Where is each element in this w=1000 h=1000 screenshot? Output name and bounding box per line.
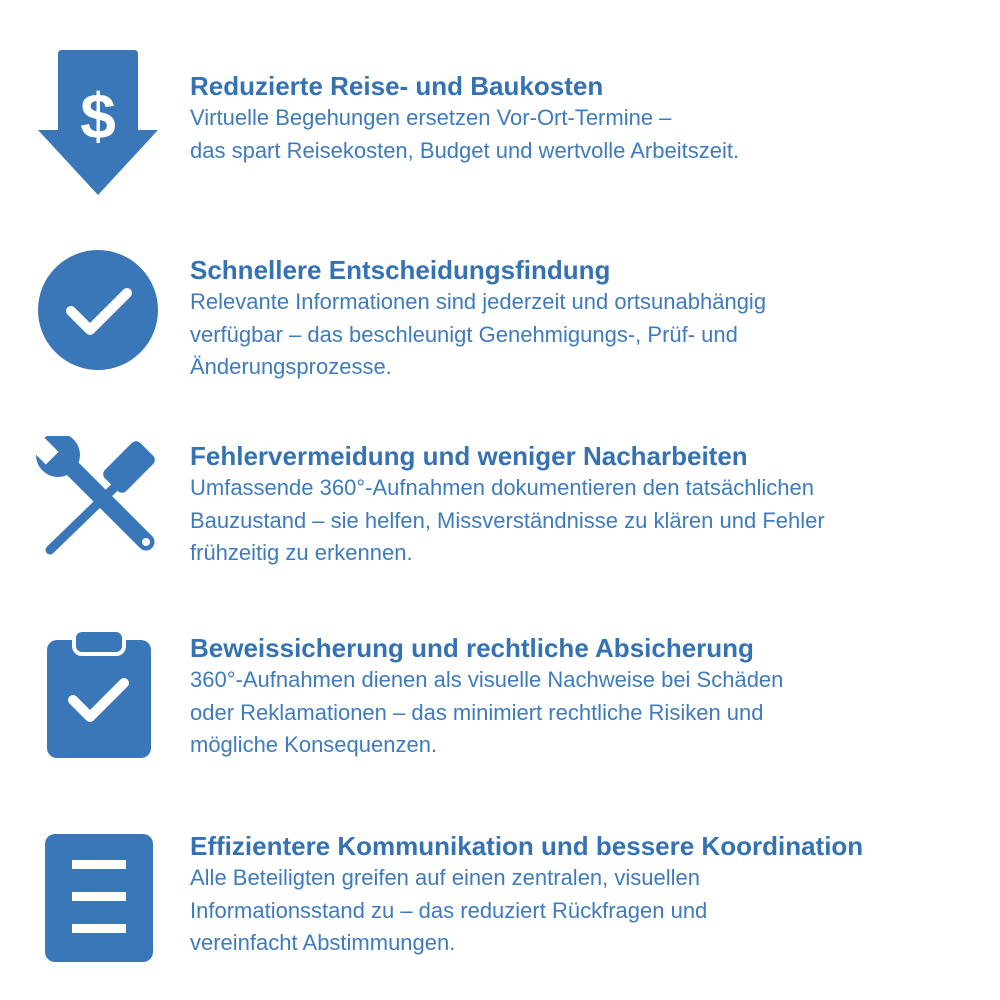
benefit-description-line: oder Reklamationen – das minimiert rechtliche Risiken und [190,699,764,725]
dollar-arrow-down-icon [30,50,166,200]
benefit-description-line: Bauzustand – sie helfen, Missverständnisse zu klären und Fehler [190,507,825,533]
benefit-description-line: 360°-Aufnahmen dienen als visuelle Nachweise bei Schäden [190,667,784,692]
clipboard-check-icon [30,628,166,760]
benefit-title: Schnellere Entscheidungsfindung [190,255,611,285]
benefit-description-line: Virtuelle Begehungen ersetzen Vor-Ort-Termine – [190,105,672,130]
benefit-text [190,440,980,570]
benefit-description-line: vereinfacht Abstimmungen. [190,930,456,955]
check-circle-icon [30,250,166,370]
benefit-description-line: Relevante Informationen sind jederzeit und ortsunabhängig [190,289,767,314]
benefit-title: Effizientere Kommunikation und bessere Koordination [190,831,864,861]
benefit-text [190,830,980,960]
benefit-description-line: mögliche Konsequenzen. [190,732,438,757]
svg-text:$: $ [80,80,116,152]
benefit-description-line: frühzeitig zu erkennen. [190,540,413,565]
benefit-description-line: das spart Reisekosten, Budget und wertvolle Arbeitszeit. [190,137,740,163]
wrench-screwdriver-icon [30,436,166,560]
document-list-icon [30,830,166,964]
benefit-description-line: Änderungsprozesse. [190,354,392,379]
benefit-text [190,254,980,384]
benefit-description-line: Informationsstand zu – das reduziert Rückfragen und [190,897,708,923]
benefit-description-line: verfügbar – das beschleunigt Genehmigungs-, Prüf- und [190,321,738,347]
benefit-title: Beweissicherung und rechtliche Absicherung [190,633,754,663]
benefit-title: Fehlervermeidung und weniger Nacharbeiten [190,441,748,471]
benefit-title: Reduzierte Reise- und Baukosten [190,71,604,101]
benefit-text [190,70,980,167]
benefit-description-line: Alle Beteiligten greifen auf einen zentralen, visuellen [190,865,700,890]
benefit-description-line: Umfassende 360°-Aufnahmen dokumentieren den tatsächlichen [190,475,814,500]
benefit-text [190,632,980,762]
